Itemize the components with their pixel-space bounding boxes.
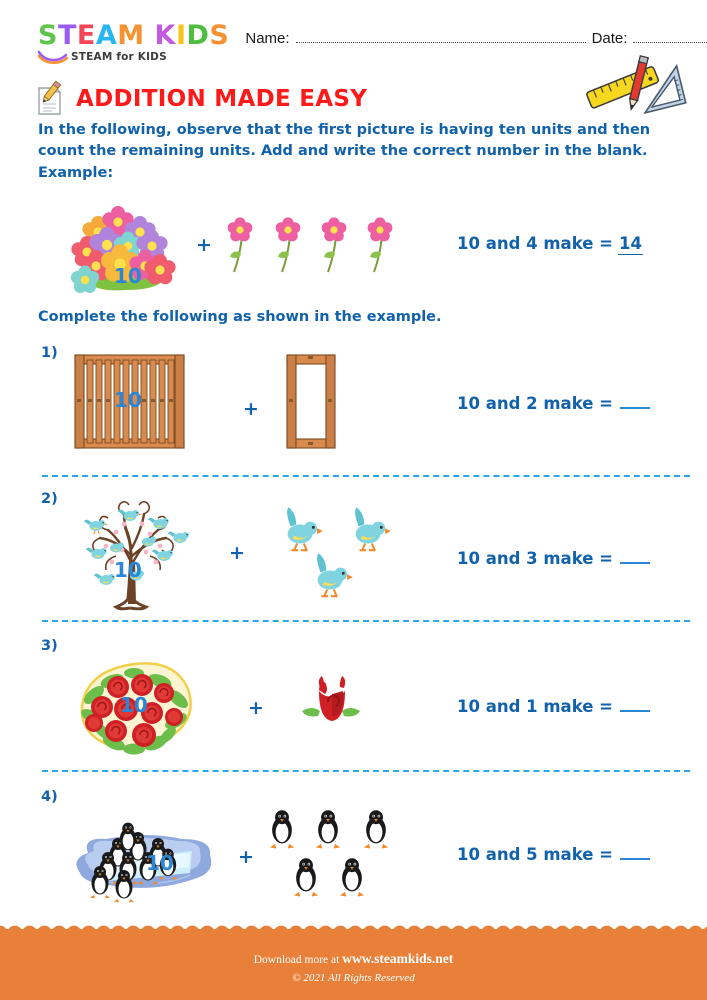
addend-group-flowers	[222, 212, 402, 282]
ten-badge: 10	[114, 558, 142, 582]
page-footer	[0, 932, 707, 1000]
footer-download-line	[254, 951, 453, 967]
addend-group-birds	[272, 508, 412, 604]
problem-3-answer-blank[interactable]	[620, 699, 650, 712]
example-answer: 14	[619, 234, 642, 253]
logo-letter: S	[38, 20, 58, 51]
problem-3-sentence	[457, 697, 650, 716]
question-number-2: 2)	[41, 491, 58, 507]
date-label: Date:	[591, 30, 628, 47]
problem-1-answer-blank[interactable]	[620, 396, 650, 409]
plus-sign: +	[238, 846, 254, 868]
addend-group-rose	[300, 670, 366, 740]
name-input[interactable]	[296, 42, 586, 43]
example-sentence	[457, 234, 643, 255]
problem-2-sentence-text: 10 and 3 make =	[457, 549, 613, 568]
footer-site-link[interactable]: www.steamkids.net	[342, 950, 454, 966]
problem-3-sentence-text: 10 and 1 make =	[457, 697, 613, 716]
logo-letter: A	[95, 20, 118, 51]
addend-group-fence-panel	[284, 352, 338, 452]
problem-4-sentence-text: 10 and 5 make =	[457, 845, 613, 864]
scallop-edge-decoration	[0, 923, 707, 935]
logo-letter: I	[175, 20, 187, 51]
logo-wordmark	[38, 22, 229, 49]
swoosh-icon	[38, 50, 68, 64]
problem-1-sentence	[457, 394, 650, 413]
question-number-4: 4)	[41, 789, 58, 805]
date-input[interactable]	[633, 42, 707, 43]
problem-1-sentence-text: 10 and 2 make =	[457, 394, 613, 413]
brand-logo[interactable]	[38, 22, 229, 64]
addend-group-penguins	[258, 808, 418, 904]
rose-bouquet-picture	[64, 655, 204, 760]
question-number-1: 1)	[41, 345, 58, 361]
ten-badge: 10	[146, 851, 174, 875]
complete-instruction-label: Complete the following as shown in the example.	[38, 309, 442, 325]
name-date-row	[245, 30, 707, 47]
plus-sign: +	[248, 697, 264, 719]
plus-sign: +	[229, 542, 245, 564]
logo-letter: D	[186, 20, 210, 51]
example-label: Example:	[38, 165, 114, 181]
footer-copyright: © 2021 All Rights Reserved	[292, 971, 415, 984]
logo-letter	[145, 22, 155, 49]
logo-letter: S	[209, 20, 230, 51]
problem-4-answer-blank[interactable]	[620, 847, 650, 860]
logo-letter: M	[117, 20, 145, 51]
example-sentence-text: 10 and 4 make =	[457, 234, 613, 253]
question-number-3: 3)	[41, 638, 58, 654]
logo-letter: E	[76, 20, 96, 51]
footer-download-prefix: Download more at	[253, 953, 340, 966]
ten-badge: 10	[120, 693, 148, 717]
separator-3	[42, 770, 690, 772]
instructions-text: In the following, observe that the first picture is having ten units and then count the remaining units. Add and write the correct number in the blank.	[38, 122, 651, 159]
wooden-fence-picture	[72, 352, 187, 452]
name-label: Name:	[245, 30, 290, 47]
tree-with-birds-picture	[72, 494, 202, 610]
logo-tagline: STEAM for KIDS	[71, 51, 167, 63]
problem-4-sentence	[457, 845, 650, 864]
problem-2-answer-blank[interactable]	[620, 551, 650, 564]
ten-badge: 10	[114, 388, 142, 412]
plus-sign: +	[196, 234, 212, 256]
page-title: ADDITION MADE EASY	[76, 86, 368, 112]
ruler-pencil-icon	[585, 58, 689, 120]
logo-subrow	[38, 50, 229, 64]
problem-2-sentence	[457, 549, 650, 568]
plus-sign: +	[243, 398, 259, 420]
penguins-on-iceberg-picture	[62, 795, 222, 905]
notepad-pencil-icon	[34, 80, 68, 118]
title-row	[34, 80, 367, 118]
separator-2	[42, 620, 690, 622]
separator-1	[42, 475, 690, 477]
flower-bouquet-picture	[58, 198, 188, 293]
logo-letter: K	[154, 20, 176, 51]
ten-badge: 10	[114, 264, 142, 288]
logo-letter: T	[57, 20, 77, 51]
